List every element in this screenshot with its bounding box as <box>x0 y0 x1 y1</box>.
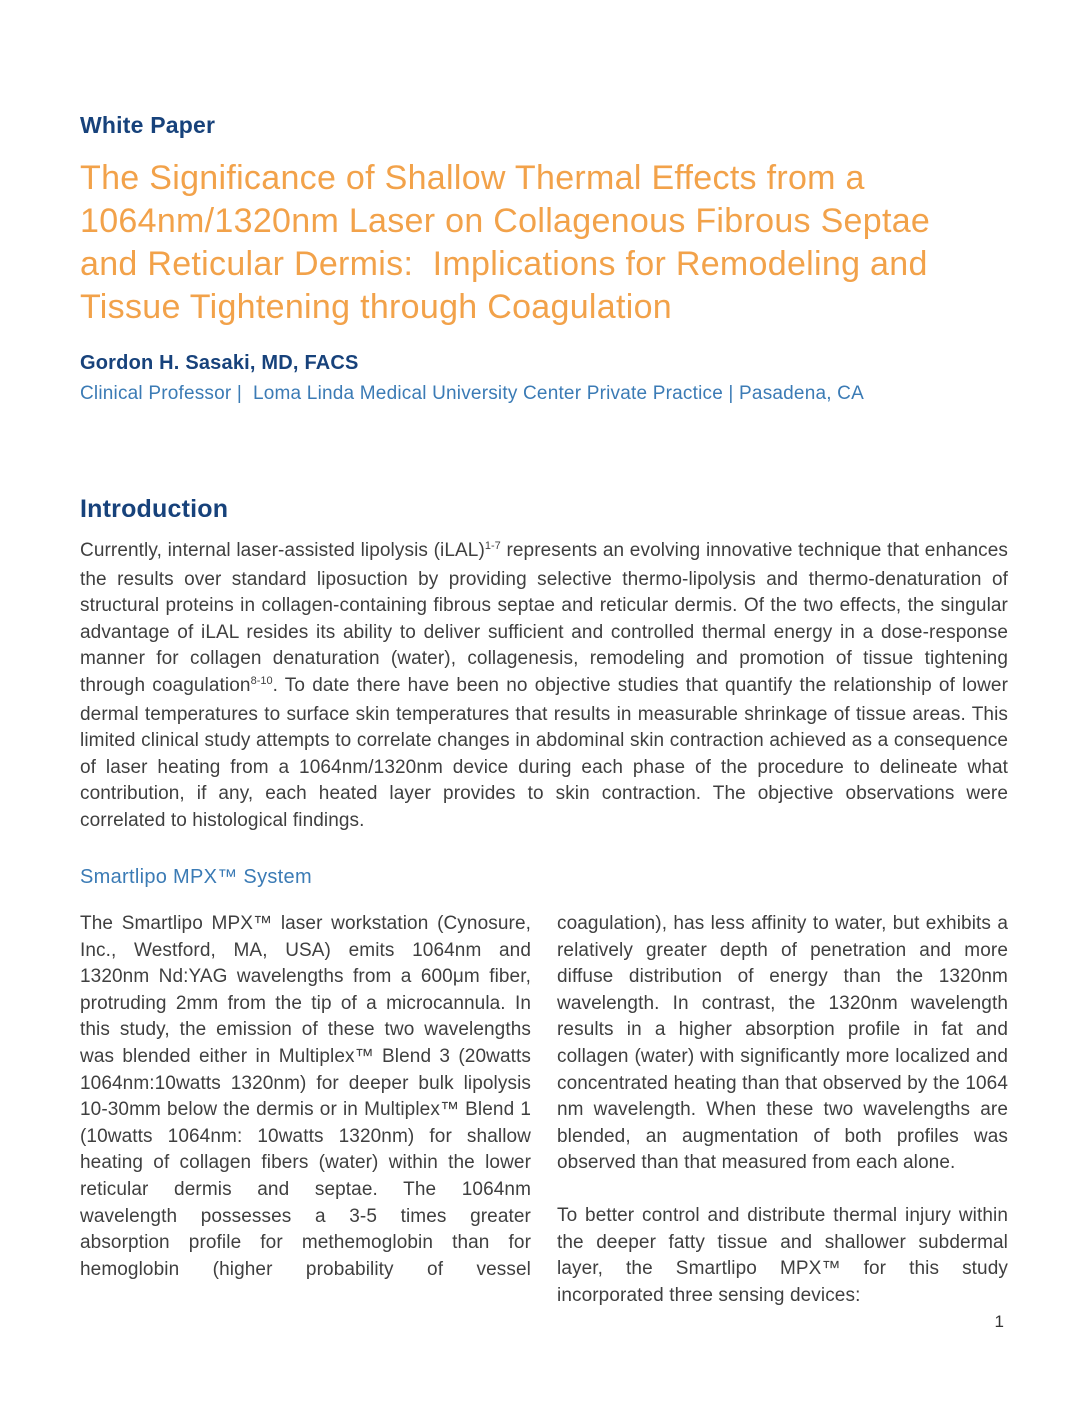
smartlipo-paragraph-2: To better control and distribute thermal injury within the deeper fatty tissue and shallower subdermal layer, the Smartlipo MPX™ for this study incorporated three sensing devices: <box>557 1204 1008 1306</box>
citation-superscript-1: 1-7 <box>484 540 501 552</box>
intro-text-segment-3: . To date there have been no objective studies that quantify the relationship of lower dermal temperatures to surface skin temperatures that results in measurable shrinkage of tissue areas. This limited clinical study attempts to correlate changes in abdominal skin contraction achieved as a consequence of laser heating from a 1064nm/1320nm device during each phase of the procedure to delineate what contribution, if any, each heated layer provides to skin contraction. The objective observations were correlated to histological findings. <box>80 674 1008 831</box>
introduction-paragraph <box>80 538 1008 835</box>
citation-superscript-2: 8-10 <box>250 674 273 687</box>
author-name: Gordon H. Sasaki, MD, FACS <box>80 352 359 374</box>
author-affiliation: Clinical Professor | Loma Linda Medical University Center Private Practice | Pasadena, CA <box>80 383 864 404</box>
page-number: 1 <box>994 1312 1004 1331</box>
page-title-line-4: Tissue Tightening through Coagulation <box>80 288 673 326</box>
section-heading-smartlipo-system: Smartlipo MPX™ System <box>80 866 312 888</box>
smartlipo-paragraph-1: The Smartlipo MPX™ laser workstation (Cynosure, Inc., Westford, MA, USA) emits 1064nm and 1320nm Nd:YAG wavelengths from a 600μm fiber, protruding 2mm from the tip of a microcannula. In this study, the emission of these two wavelengths was blended either in Multiplex™ Blend 3 (20watts 1064nm:10watts 1320nm) for deeper bulk lipolysis 10-30mm below the dermis or in Multiplex™ Blend 1 (10watts 1064nm: 10watts 1320nm) for shallow heating of collagen fibers (water) within the lower reticular dermis and septae. The 1064nm wavelength possesses a 3-5 times greater absorption profile for methemoglobin than for hemoglobin (higher probability of vessel coagulation), has less affinity to water, but exhibits a relatively greater depth of penetration and more diffuse distribution of energy than the 1320nm wavelength. In contrast, the 1320nm wavelength results in a higher absorption profile in fat and collagen (water) with significantly more localized and concentrated heating than that observed by the 1064 nm wavelength. When these two wavelengths are blended, an augmentation of both profiles was observed than that measured from each alone. <box>80 913 1008 1280</box>
page-title <box>80 157 1008 329</box>
section-heading-introduction: Introduction <box>80 495 229 523</box>
intro-text-segment-2: represents an evolving innovative technique that enhances the results over standard liposuction by providing selective thermo-lipolysis and thermo-denaturation of structural proteins in collagen-containing fibrous septae and reticular dermis. Of the two effects, the singular advantage of iLAL resides its ability to deliver sufficient and controlled thermal energy in a dose-response manner for collagen denaturation (water), collagenesis, remodeling and promotion of tissue tightening through coagulation <box>80 540 1008 696</box>
document-type-label: White Paper <box>80 112 216 138</box>
page-title-line-1: The Significance of Shallow Thermal Effects from a <box>80 159 865 197</box>
intro-text-segment-1: Currently, internal laser-assisted lipolysis (iLAL) <box>80 540 485 561</box>
page-title-line-3: and Reticular Dermis: Implications for Remodeling and <box>80 245 928 283</box>
page-title-line-2: 1064nm/1320nm Laser on Collagenous Fibrous Septae <box>80 202 931 240</box>
smartlipo-two-column-text <box>80 911 1008 1309</box>
